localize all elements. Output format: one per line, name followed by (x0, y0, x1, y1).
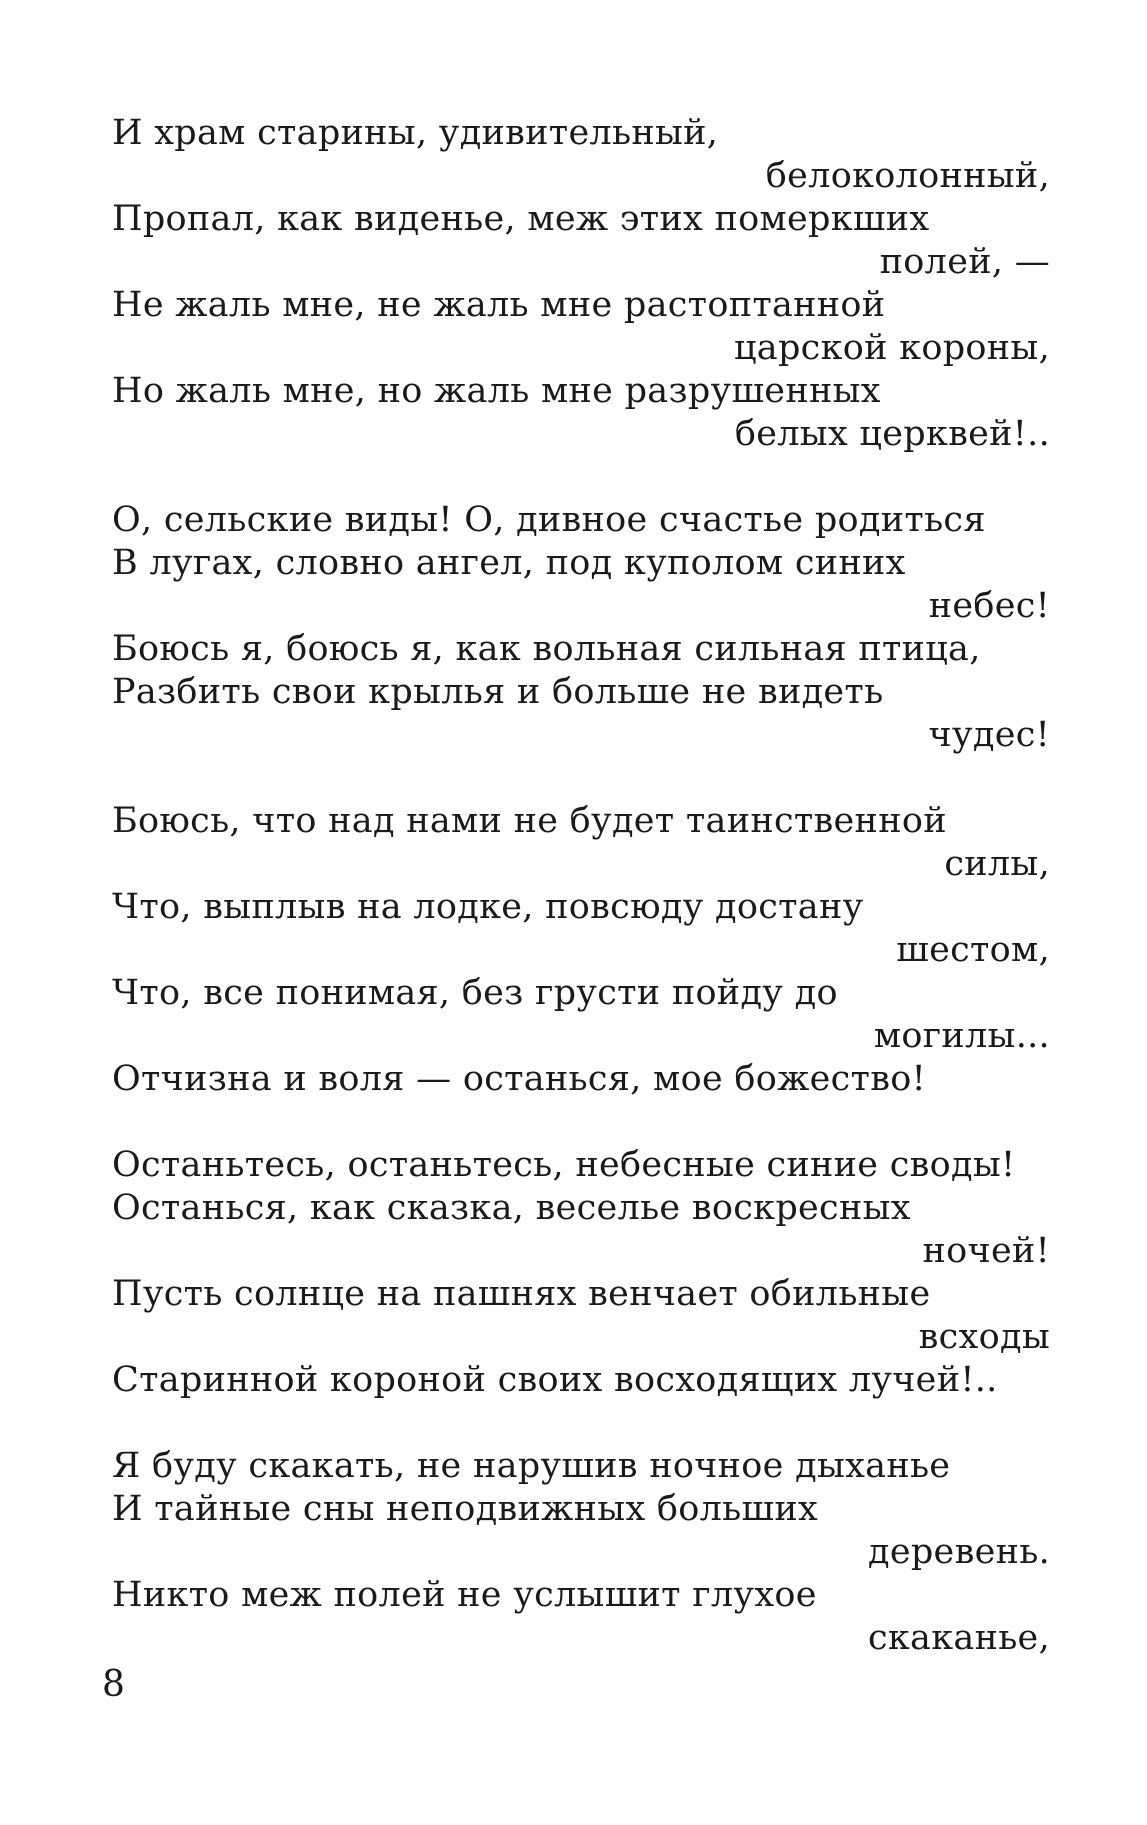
poem-page (112, 112, 1050, 1703)
verse-line: Что, все понимая, без грусти пойду до (112, 973, 838, 1013)
verse-line: Пропал, как виденье, меж этих померкших (112, 199, 930, 239)
verse-line-continuation: могилы... (873, 1016, 1050, 1056)
verse-line: Я буду скакать, не нарушив ночное дыханье (112, 1446, 951, 1486)
verse-line: Старинной короной своих восходящих лучей!.. (112, 1360, 998, 1400)
verse-line-continuation: скаканье, (867, 1618, 1050, 1658)
verse-line-continuation: белых церквей!.. (734, 414, 1050, 454)
verse-line-continuation: небес! (928, 586, 1050, 626)
verse-line: И тайные сны неподвижных больших (112, 1489, 819, 1529)
stanza-4 (112, 1144, 1050, 1402)
verse-line: Разбить свои крылья и больше не видеть (112, 672, 884, 712)
verse-line: Но жаль мне, но жаль мне разрушенных (112, 371, 881, 411)
verse-line-continuation: белоколонный, (765, 156, 1050, 196)
verse-line-continuation: чудес! (928, 715, 1050, 755)
stanza-3 (112, 800, 1050, 1101)
page-number: 8 (102, 1664, 125, 1705)
verse-line-continuation: ночей! (922, 1231, 1050, 1271)
stanza-5 (112, 1445, 1050, 1660)
verse-line: Боюсь я, боюсь я, как вольная сильная птица, (112, 629, 981, 669)
verse-line: Останься, как сказка, веселье воскресных (112, 1188, 911, 1228)
verse-line: Никто меж полей не услышит глухое (112, 1575, 817, 1615)
verse-line: Отчизна и воля — останься, мое божество! (112, 1059, 926, 1099)
verse-line-continuation: всходы (918, 1317, 1050, 1357)
stanza-1 (112, 112, 1050, 456)
verse-line: Не жаль мне, не жаль мне растоптанной (112, 285, 886, 325)
verse-line: Останьтесь, останьтесь, небесные синие своды! (112, 1145, 1016, 1185)
verse-line-continuation: полей, — (879, 242, 1050, 282)
verse-line: И храм старины, удивительный, (112, 113, 719, 153)
verse-line-continuation: царской короны, (733, 328, 1050, 368)
verse-line-continuation: шестом, (896, 930, 1050, 970)
verse-line-continuation: деревень. (867, 1532, 1050, 1572)
verse-line: Что, выплыв на лодке, повсюду достану (112, 887, 864, 927)
verse-line: О, сельские виды! О, дивное счастье родиться (112, 500, 986, 540)
verse-line: В лугах, словно ангел, под куполом синих (112, 543, 906, 583)
verse-line: Боюсь, что над нами не будет таинственной (112, 801, 947, 841)
verse-line-continuation: силы, (944, 844, 1050, 884)
verse-line: Пусть солнце на пашнях венчает обильные (112, 1274, 931, 1314)
stanza-2 (112, 499, 1050, 757)
